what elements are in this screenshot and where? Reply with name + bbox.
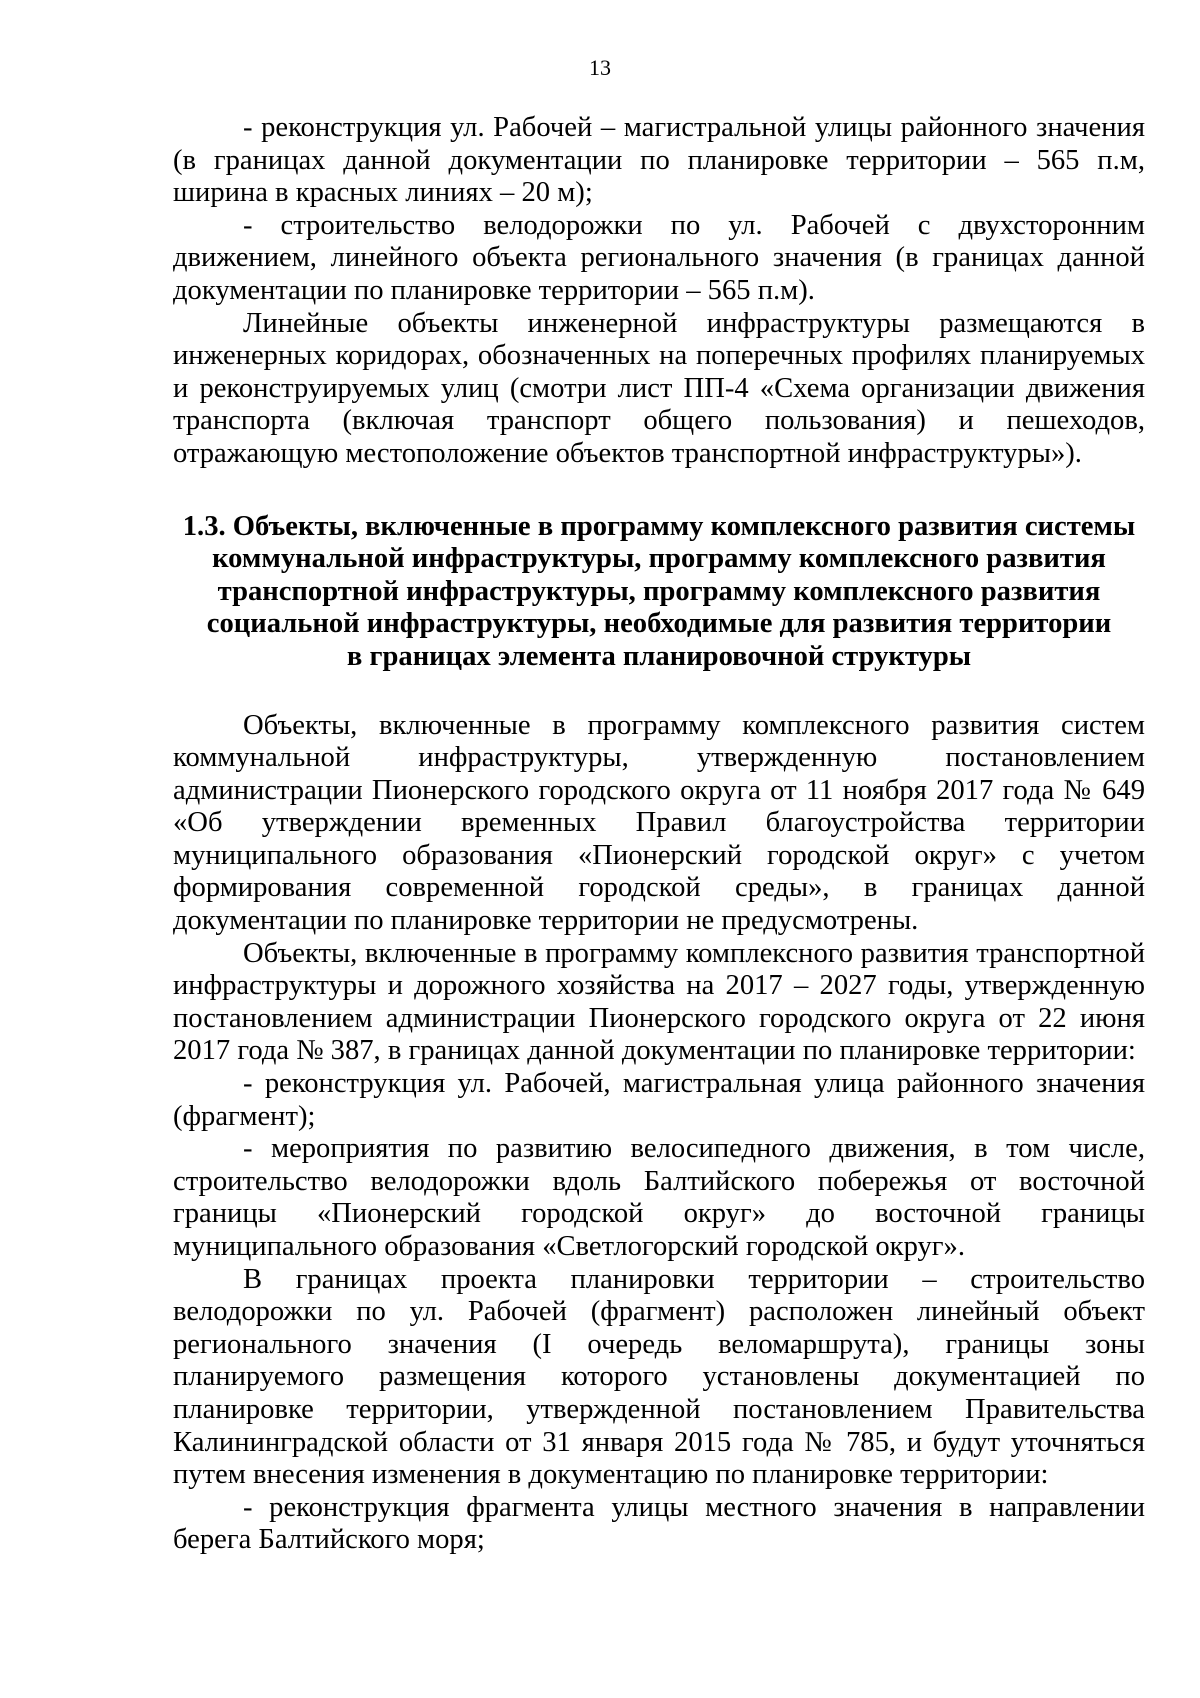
document-body bbox=[173, 112, 1145, 1557]
section-heading-line: в границах элемента планировочной структуры bbox=[346, 640, 972, 672]
section-heading-line: 1.3. Объекты, включенные в программу комплексного развития системы bbox=[182, 510, 1136, 542]
paragraph-list-item-reconstruction: - реконструкция ул. Рабочей, магистральная улица районного значения (фрагмент); bbox=[173, 1068, 1145, 1132]
page-number: 13 bbox=[589, 55, 611, 80]
paragraph-reconstruction-rabochaya: - реконструкция ул. Рабочей – магистральной улицы районного значения (в границах данной документации по планировке территории – 565 п.м, ширина в красных линиях – 20 м); bbox=[173, 112, 1145, 209]
paragraph-engineering-corridors: Линейные объекты инженерной инфраструктуры размещаются в инженерных коридорах, обозначенных на поперечных профилях планируемых и реконструируемых улиц (смотри лист ПП-4 «Схема организации движения транспорта (включая транспорт общего пользования) и пешеходов, отражающую местоположение объектов транспортной инфраструктуры»). bbox=[173, 307, 1145, 469]
paragraph-transport-program: Объекты, включенные в программу комплексного развития транспортной инфраструктуры и дорожного хозяйства на 2017 – 2027 годы, утвержденную постановлением администрации Пионерского городского округа от 22 июня 2017 года № 387, в границах данной документации по планировке территории: bbox=[173, 937, 1145, 1067]
paragraph-bike-path-construction: - строительство велодорожки по ул. Рабочей с двухсторонним движением, линейного объекта регионального значения (в границах данной документации по планировке территории – 565 п.м). bbox=[173, 209, 1145, 306]
paragraph-list-item-local-street: - реконструкция фрагмента улицы местного значения в направлении берега Балтийского моря; bbox=[173, 1491, 1145, 1556]
paragraph-list-item-cycling: - мероприятия по развитию велосипедного движения, в том числе, строительство велодорожки вдоль Балтийского побережья от восточной границы «Пионерский городской округ» до восточной границы муниципального образования «Светлогорский городской округ». bbox=[173, 1133, 1145, 1262]
paragraph-communal-program: Объекты, включенные в программу комплексного развития систем коммунальной инфраструктуры, утвержденную постановлением администрации Пионерского городского округа от 11 ноября 2017 года № 649 «Об утверждении временных Правил благоустройства территории муниципального образования «Пионерский городской округ» с учетом формирования современной городской среды», в границах данной документации по планировке территории не предусмотрены. bbox=[173, 709, 1145, 937]
paragraph-regional-object: В границах проекта планировки территории – строительство велодорожки по ул. Рабочей (фрагмент) расположен линейный объект регионального значения (I очередь веломаршрута), границы зоны планируемого размещения которого установлены документацией по планировке территории, утвержденной постановлением Правительства Калининградской области от 31 января 2015 года № 785, и будут уточняться путем внесения изменения в документацию по планировке территории: bbox=[173, 1263, 1145, 1491]
section-heading-line: транспортной инфраструктуры, программу комплексного развития bbox=[217, 575, 1101, 607]
section-heading-line: коммунальной инфраструктуры, программу комплексного развития bbox=[212, 543, 1106, 575]
section-heading-1-3 bbox=[173, 511, 1145, 674]
section-heading-line: социальной инфраструктуры, необходимые для развития территории bbox=[206, 608, 1112, 640]
